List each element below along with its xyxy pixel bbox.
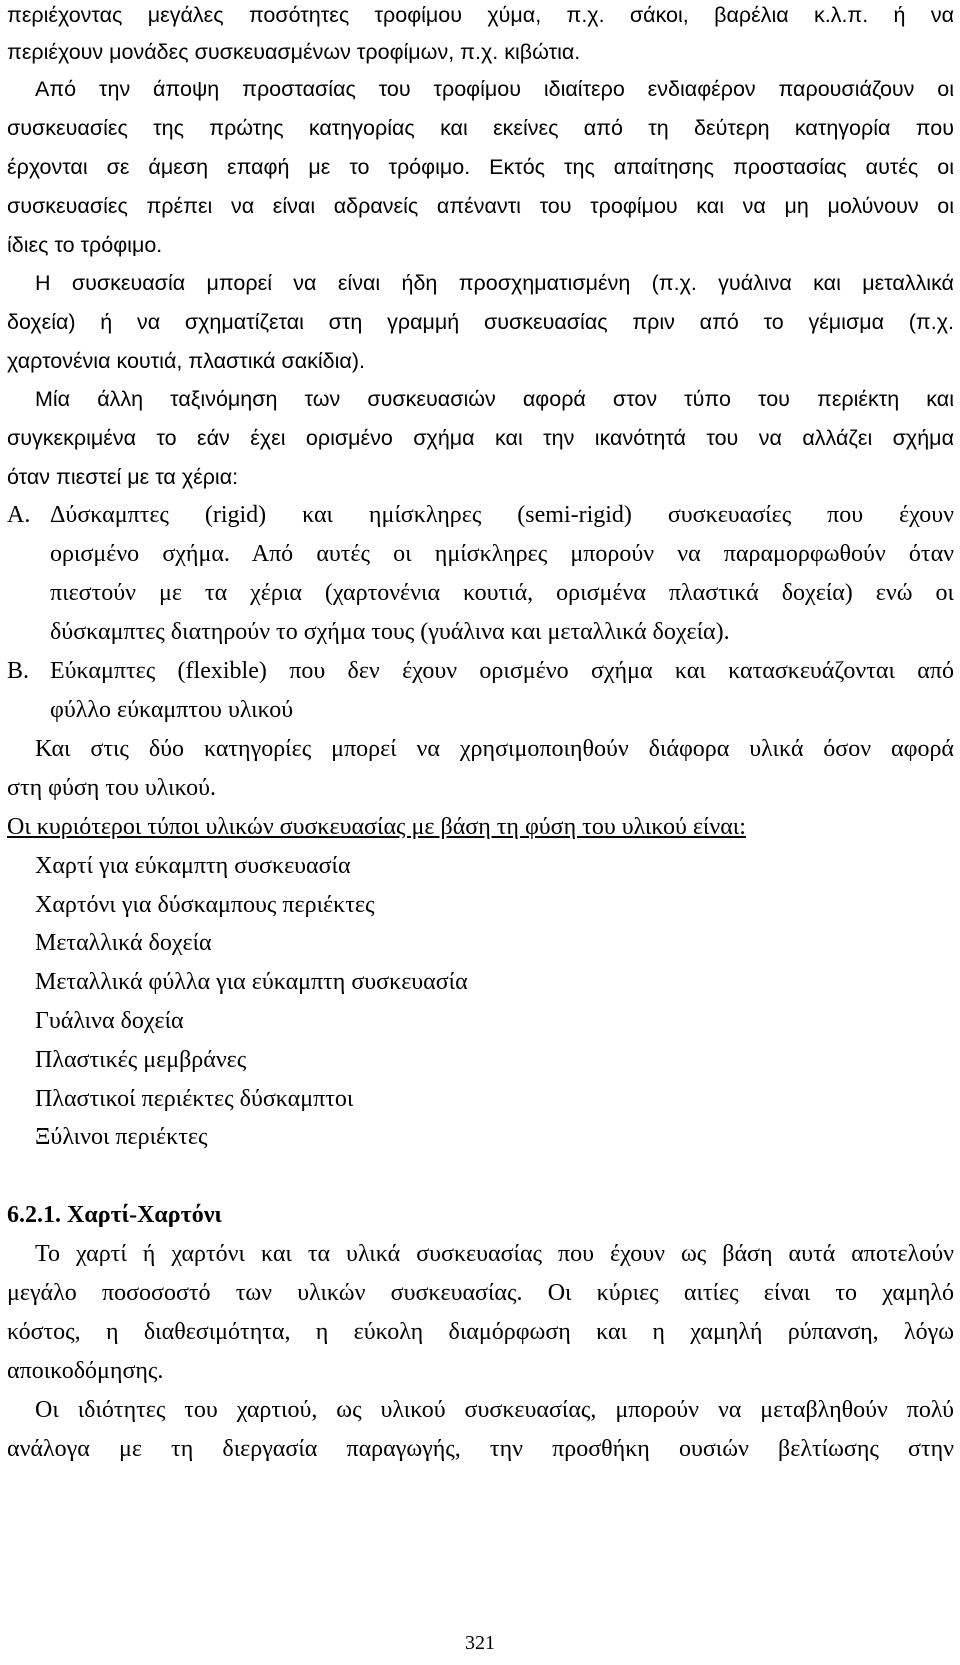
text-line: πιεστούν με τα χέρια (χαρτονένια κουτιά, ορισμένα πλαστικά δοχεία) ενώ οι bbox=[50, 580, 954, 606]
text-line: χαρτονένια κουτιά, πλαστικά σακίδια). bbox=[7, 349, 365, 373]
text-line: συγκεκριμένα το εάν έχει ορισμένο σχήμα και την ικανότητά του να αλλάζει σχήμα bbox=[7, 426, 954, 450]
list-item: Χαρτόνι για δύσκαμπους περιέκτες bbox=[35, 892, 375, 918]
text-line: Οι ιδιότητες του χαρτιού, ως υλικού συσκευασίας, μπορούν να μεταβληθούν πολύ bbox=[35, 1397, 954, 1423]
text-line: Εύκαμπτες (flexible) που δεν έχουν ορισμένο σχήμα και κατασκευάζονται από bbox=[50, 658, 954, 684]
page-number: 321 bbox=[465, 1632, 495, 1654]
category-marker: Β. bbox=[7, 658, 30, 684]
text-line: Το χαρτί ή χαρτόνι και τα υλικά συσκευασίας που έχουν ως βάση αυτά αποτελούν bbox=[35, 1241, 954, 1267]
list-item: Μεταλλικά δοχεία bbox=[35, 930, 212, 956]
text-line: περιέχοντας μεγάλες ποσότητες τροφίμου χύμα, π.χ. σάκοι, βαρέλια κ.λ.π. ή να bbox=[7, 3, 954, 27]
text-line: Η συσκευασία μπορεί να είναι ήδη προσχηματισμένη (π.χ. γυάλινα και μεταλλικά bbox=[35, 271, 954, 295]
list-item: Μεταλλικά φύλλα για εύκαμπτη συσκευασία bbox=[35, 969, 468, 995]
text-line: στη φύση του υλικού. bbox=[7, 775, 217, 801]
text-line: περιέχουν μονάδες συσκευασμένων τροφίμων, π.χ. κιβώτια. bbox=[7, 40, 581, 64]
list-item: Γυάλινα δοχεία bbox=[35, 1008, 184, 1034]
text-line: Μία άλλη ταξινόμηση των συσκευασιών αφορά στον τύπο του περιέκτη και bbox=[35, 387, 954, 411]
text-line: συσκευασίες πρέπει να είναι αδρανείς απέναντι του τροφίμου και να μη μολύνουν οι bbox=[7, 194, 954, 218]
category-marker: Α. bbox=[7, 502, 31, 528]
text-line: φύλλο εύκαμπτου υλικού bbox=[50, 697, 294, 723]
text-line: όταν πιεστεί με τα χέρια: bbox=[7, 465, 239, 489]
list-item: Πλαστικές μεμβράνες bbox=[35, 1047, 247, 1073]
text-line: Και στις δύο κατηγορίες μπορεί να χρησιμοποιηθούν διάφορα υλικά όσον αφορά bbox=[35, 736, 954, 762]
materials-heading: Οι κυριότεροι τύποι υλικών συσκευασίας με βάση τη φύση του υλικού είναι: bbox=[7, 814, 746, 840]
list-item: Πλαστικοί περιέκτες δύσκαμπτοι bbox=[35, 1086, 354, 1112]
text-line: ορισμένο σχήμα. Από αυτές οι ημίσκληρες μπορούν να παραμορφωθούν όταν bbox=[50, 541, 954, 567]
text-line: κόστος, η διαθεσιμότητα, η εύκολη διαμόρφωση και η χαμηλή ρύπανση, λόγω bbox=[7, 1319, 954, 1345]
text-line: Δύσκαμπτες (rigid) και ημίσκληρες (semi-rigid) συσκευασίες που έχουν bbox=[50, 502, 954, 528]
list-item: Ξύλινοι περιέκτες bbox=[35, 1124, 208, 1150]
text-line: αποικοδόμησης. bbox=[7, 1358, 164, 1384]
section-heading: 6.2.1. Χαρτί-Χαρτόνι bbox=[7, 1202, 222, 1228]
text-line: δοχεία) ή να σχηματίζεται στη γραμμή συσκευασίας πριν από το γέμισμα (π.χ. bbox=[7, 310, 954, 334]
text-line: μεγάλο ποσοσοστό των υλικών συσκευασίας. Οι κύριες αιτίες είναι το χαμηλό bbox=[7, 1280, 954, 1306]
text-line: συσκευασίες της πρώτης κατηγορίας και εκείνες από τη δεύτερη κατηγορία που bbox=[7, 116, 954, 140]
text-line: Από την άποψη προστασίας του τροφίμου ιδιαίτερο ενδιαφέρον παρουσιάζουν οι bbox=[35, 77, 954, 101]
list-item: Χαρτί για εύκαμπτη συσκευασία bbox=[35, 853, 351, 879]
text-line: έρχονται σε άμεση επαφή με το τρόφιμο. Εκτός της απαίτησης προστασίας αυτές οι bbox=[7, 155, 954, 179]
text-line: ίδιες το τρόφιμο. bbox=[7, 233, 163, 257]
text-line: ανάλογα με τη διεργασία παραγωγής, την προσθήκη ουσιών βελτίωσης στην bbox=[7, 1436, 954, 1462]
text-line: δύσκαμπτες διατηρούν το σχήμα τους (γυάλινα και μεταλλικά δοχεία). bbox=[50, 619, 730, 645]
